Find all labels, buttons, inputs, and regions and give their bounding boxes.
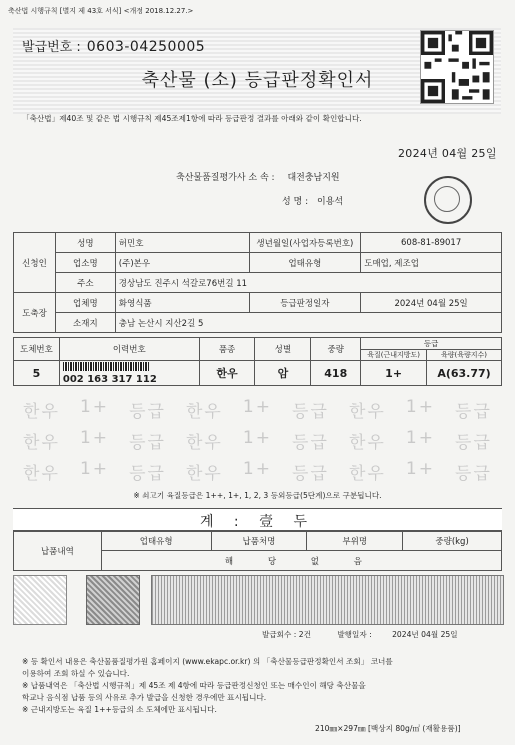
delivery-col-biz: 업태유형 — [101, 531, 211, 551]
watermark-token: 한우 — [186, 402, 223, 422]
col-sex: 성별 — [255, 338, 311, 361]
watermark-token: 등급 — [455, 464, 492, 484]
watermark-token: 한우 — [186, 464, 223, 484]
applicant-company-value: (주)본우 — [115, 253, 249, 273]
slaughter-section-label: 도축장 — [14, 293, 56, 333]
issue-label: 발급번호 : — [22, 40, 81, 55]
col-trace-no: 이력번호 — [59, 338, 199, 361]
document-title: 축산물 (소) 등급판정확인서 — [141, 70, 374, 91]
breed-value: 한우 — [199, 361, 255, 386]
watermark-token: 1+ — [242, 428, 272, 448]
inspector-org — [176, 170, 340, 183]
delivery-table — [13, 530, 502, 571]
issue-count-value: 2건 — [298, 630, 311, 639]
watermark-token: 한우 — [186, 433, 223, 453]
watermark-row — [13, 428, 502, 453]
watermark-token: 1+ — [79, 428, 110, 448]
watermark-token: 한우 — [348, 402, 386, 422]
watermark-token: 1+ — [405, 459, 435, 479]
inspector-org-label: 축산물품질평가사 소 속 : — [176, 173, 275, 183]
slaughter-date-label: 등급판정일자 — [249, 293, 361, 313]
security-pattern-wide — [151, 575, 504, 625]
security-pattern-light — [13, 575, 67, 625]
watermark-token: 1+ — [242, 459, 272, 479]
qr-code-icon — [420, 30, 494, 104]
total-bar — [13, 508, 502, 532]
watermark-token: 등급 — [292, 402, 329, 422]
footnote-line: 이용하여 조회 하실 수 있습니다. — [22, 669, 130, 678]
issue-date-label: 발행일자 : — [337, 630, 372, 639]
watermark-row — [13, 397, 502, 422]
applicant-table — [13, 232, 502, 333]
total-count: 계 : 壹 두 — [199, 514, 316, 530]
applicant-biz-value: 도매업, 제조업 — [361, 253, 502, 273]
issue-number — [22, 36, 205, 55]
issue-value: 0603-04250005 — [86, 39, 206, 55]
official-seal-icon — [424, 176, 472, 224]
issue-date-value: 2024년 04월 25일 — [392, 630, 458, 639]
footnote-line: ※ 납품내역은 「축산법 시행규칙」제 45조 제 4항에 따라 등급판정신청인 또는 매수인이 해당 축산물을 — [22, 681, 366, 690]
carcass-no-value: 5 — [14, 361, 60, 386]
certificate-date: 2024년 04월 25일 — [398, 147, 497, 160]
watermark-token: 한우 — [348, 464, 386, 484]
barcode-icon — [63, 362, 149, 371]
inspector-org-value: 대전충남지원 — [287, 173, 340, 183]
col-breed: 품종 — [199, 338, 255, 361]
security-watermark — [13, 395, 502, 487]
watermark-row — [13, 459, 502, 484]
inspector-name — [282, 194, 343, 207]
quality-grade-value: 1+ — [361, 361, 427, 386]
watermark-token: 등급 — [455, 433, 492, 453]
col-carcass-no: 도체번호 — [14, 338, 60, 361]
preamble-text: 「축산법」제40조 및 같은 법 시행규칙 제45조제1항에 따라 등급판정 결과를 아래와 같이 확인합니다. — [22, 114, 362, 123]
watermark-token: 등급 — [129, 402, 166, 422]
slaughter-company-value: 화영식품 — [115, 293, 249, 313]
footnote-line: ※ 등 확인서 내용은 축산물품질평가원 홈페이지 (www.ekapc.or.kr) 의 「축산물등급판정확인서 조회」 코너를 — [22, 657, 393, 666]
issue-count-label: 발급회수 : — [262, 630, 297, 639]
watermark-token: 등급 — [129, 433, 166, 453]
watermark-token: 한우 — [348, 433, 386, 453]
footnote-line: ※ 근내지방도는 육질 1++등급의 소 도체에만 표시됩니다. — [22, 705, 217, 714]
watermark-token: 등급 — [292, 433, 329, 453]
watermark-token: 한우 — [23, 433, 60, 453]
delivery-col-weight: 중량(kg) — [403, 531, 502, 551]
sex-value: 암 — [255, 361, 311, 386]
footnotes — [22, 656, 502, 716]
delivery-col-part: 부위명 — [307, 531, 403, 551]
applicant-name-value: 허민호 — [115, 233, 249, 253]
applicant-address-value: 경상남도 진주시 석갈로76번길 11 — [115, 273, 501, 293]
weight-value: 418 — [311, 361, 361, 386]
security-pattern-dark — [86, 575, 140, 625]
col-yield: 육량(육량지수) — [427, 350, 502, 361]
delivery-section-label: 납품내역 — [14, 531, 102, 571]
watermark-token: 1+ — [405, 397, 435, 417]
col-quality: 육질(근내지방도) — [361, 350, 427, 361]
applicant-biz-label: 업태유형 — [249, 253, 361, 273]
watermark-token: 한우 — [23, 464, 60, 484]
inspector-name-value: 이용석 — [317, 197, 344, 207]
inspector-name-label: 성 명 : — [282, 197, 309, 207]
form-reference: 축산법 시행규칙 [별지 제 43호 서식] <개정 2018.12.27.> — [8, 7, 194, 15]
issue-info — [262, 629, 458, 640]
slaughter-company-label: 업체명 — [55, 293, 115, 313]
watermark-token: 1+ — [405, 428, 435, 448]
delivery-none-row: 해 당 없 음 — [101, 551, 501, 571]
slaughter-location-label: 소재지 — [55, 313, 115, 333]
applicant-name-label: 성명 — [55, 233, 115, 253]
footnote-line: 학교나 음식점 납품 등의 사유로 추가 발급을 신청한 경우에만 표시됩니다. — [22, 693, 267, 702]
applicant-dob-label: 생년월일(사업자등록번호) — [249, 233, 361, 253]
watermark-token: 한우 — [23, 402, 60, 422]
watermark-token: 등급 — [455, 402, 492, 422]
slaughter-date-value: 2024년 04월 25일 — [361, 293, 502, 313]
col-grade: 등급 — [361, 338, 502, 350]
slaughter-location-value: 충남 논산시 지산2길 5 — [115, 313, 501, 333]
watermark-token: 1+ — [79, 397, 110, 417]
grade-note: ※ 쇠고기 육질등급은 1++, 1+, 1, 2, 3 등외등급(5단계)으로 구분됩니다. — [133, 491, 382, 500]
applicant-company-label: 업소명 — [55, 253, 115, 273]
delivery-col-recipient: 납품처명 — [211, 531, 307, 551]
col-weight: 중량 — [311, 338, 361, 361]
paper-size: 210㎜×297㎜ [백상지 80g/㎡ (재활용품)] — [315, 724, 461, 733]
applicant-address-label: 주소 — [55, 273, 115, 293]
grade-table — [13, 337, 502, 386]
watermark-token: 1+ — [242, 397, 272, 417]
yield-grade-value: A(63.77) — [427, 361, 502, 386]
applicant-section-label: 신청인 — [14, 233, 56, 293]
trace-no-value: 002 163 317 112 — [62, 373, 157, 385]
applicant-dob-value: 608-81-89017 — [361, 233, 502, 253]
watermark-token: 등급 — [129, 464, 166, 484]
watermark-token: 1+ — [79, 459, 110, 479]
watermark-token: 등급 — [292, 464, 329, 484]
